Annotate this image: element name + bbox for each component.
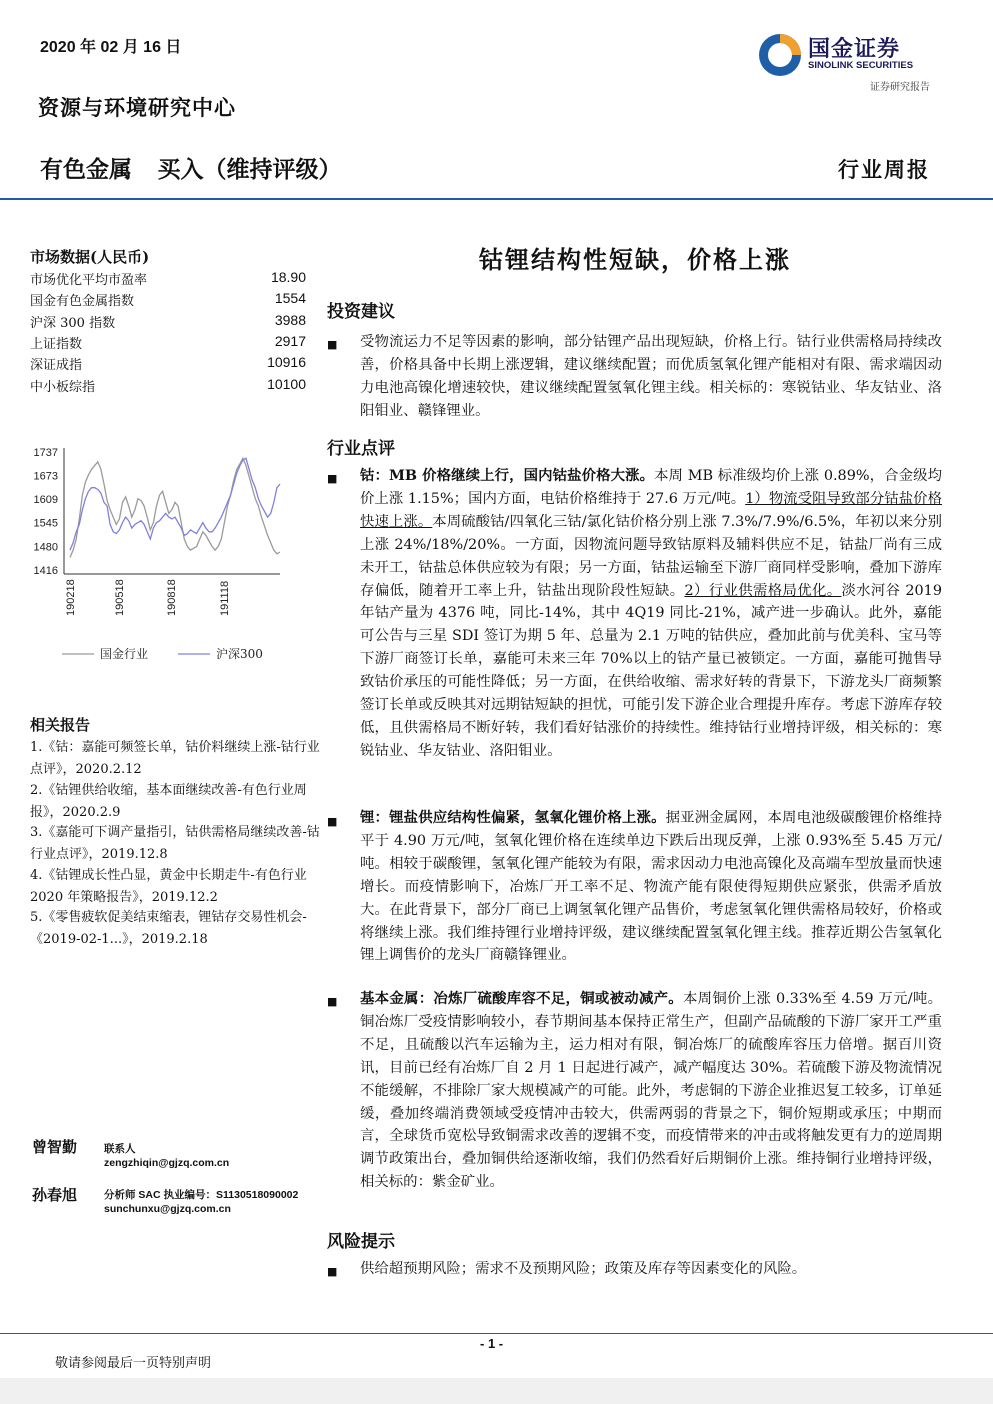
market-data-title: 市场数据(人民币)	[30, 248, 150, 266]
market-data-row	[30, 312, 308, 332]
market-data-label: 深证成指	[30, 358, 83, 374]
risk-paragraph: 供给超预期风险；需求不及预期风险；政策及库存等因素变化的风险。	[360, 1261, 807, 1277]
analyst-email: sunchunxu@gjzq.com.cn	[104, 1203, 231, 1215]
y-tick-label: 1545	[33, 517, 58, 530]
analyst-role: 分析师 SAC 执业编号：S1130518090002	[104, 1189, 299, 1201]
research-center: 资源与环境研究中心	[38, 95, 236, 120]
logo-text-cn: 国金证券	[808, 36, 901, 61]
market-data-label: 国金有色金属指数	[30, 294, 135, 310]
header-divider	[0, 198, 993, 200]
x-tick-label: 190818	[166, 579, 178, 616]
bullet-icon: ■	[327, 472, 338, 485]
related-report-item[interactable]: 2.《钴锂供给收缩，基本面继续改善-有色行业周报》，2020.2.9	[30, 783, 307, 820]
section-risk: 风险提示	[327, 1232, 395, 1252]
x-tick-label: 191118	[219, 580, 231, 616]
related-report-item[interactable]: 4.《钴锂成长性凸显，黄金中长期走牛-有色行业 2020 年策略报告》，2019.12.2	[30, 868, 307, 905]
market-data-label: 市场优化平均市盈率	[30, 273, 148, 288]
bullet-icon: ■	[327, 338, 338, 351]
market-data-row	[30, 354, 308, 374]
market-data-value: 18.90	[270, 269, 306, 285]
bullet-icon: ■	[327, 815, 338, 828]
y-tick-label: 1673	[33, 470, 58, 483]
investment-advice-paragraph: 受物流运力不足等因素的影响，部分钴锂产品出现短缺，价格上行。钴行业供需格局持续改善，价格具备中长期上涨逻辑，建议继续配置；而优质氢氧化锂产能相对有限、需求端因动力电池高镍化增速较快，建议继续配置氢氧化锂主线。相关标的：寒锐钴业、华友钴业、洛阳钼业、赣锋锂业。	[360, 334, 942, 419]
footer-divider	[0, 1333, 993, 1334]
market-data-label: 上证指数	[30, 336, 83, 352]
y-tick-label: 1480	[33, 541, 58, 554]
market-data-row	[30, 269, 308, 289]
market-data-label: 中小板综指	[30, 379, 96, 395]
market-data-value: 1554	[274, 290, 306, 307]
x-tick-label: 190218	[65, 579, 77, 616]
report-title: 钴锂结构性短缺，价格上涨	[479, 245, 791, 274]
report-type: 行业周报	[838, 157, 930, 182]
series-line-0	[70, 458, 280, 557]
report-date: 2020 年 02 月 16 日	[40, 39, 182, 56]
section-industry-review: 行业点评	[327, 439, 395, 459]
related-report-item[interactable]: 3.《嘉能可下调产量指引，钴供需格局继续改善-钴行业点评》，2019.12.8	[30, 825, 320, 862]
lithium-text: 据亚洲金属网，本周电池级碳酸锂价格维持平于 4.90 万元/吨，氢氧化锂价格在连续单边下跌后出现反弹，上涨 0.93%至 5.45 万元/吨。相较于碳酸锂，氢氧化锂产能较为有限，需求因动力电池高镍化及高端车型放量而快速增长。而疫情影响下，冶炼厂开工率不足、物流产能有限使得短期供应紧张，供需矛盾放大。在此背景下，部分厂商已上调氢氧化锂产品售价，考虑氢氧化锂供需格局较好，价格或将继续上涨。我们维持锂行业增持评级，建议继续配置氢氧化锂主线。推荐近期公告氢氧化锂上调售价的龙头厂商赣锋锂业。	[360, 810, 942, 964]
cobalt-text-c: 淡水河谷 2019 年钴产量为 4376 吨，同比-14%，其中 4Q19 同比-21%，减产进一步确认。此外，嘉能可公告与三星 SDI 签订为期 5 年、总量为 2.1 万吨的钴供应，叠加此前与优美科、宝马等下游厂商签订长单，嘉能可未来三年 70%以上的钴产量已被锁定。一方面，嘉能可抛售导致钴价承压的可能性降低；另一方面，在供给收缩、需求好转的背景下，下游龙头厂商频繁签订长单或反映其对远期钴短缺的担忧，可能引发下游企业合理提升库存。考虑下游库存较低，且供需格局不断好转，我们看好钴涨价的持续性。维持钴行业增持评级，相关标的：寒锐钴业、华友钴业、洛阳钼业。	[360, 582, 942, 759]
base-metals-paragraph	[360, 988, 942, 1194]
market-data-value: 2917	[274, 332, 306, 349]
cobalt-text-b: 本周硫酸钴/四氧化三钴/氯化钴价格分别上涨 7.3%/7.9%/6.5%，年初以来分别上涨 24%/18%/20%。一方面，因物流问题导致钴原料及辅料供应不足，钴盐厂尚有三成未开工，钴盐总体供应较为有限；另一方面，钴盐运输至下游厂商同样受影响，叠加下游库存偏低，随着开工率上升，钴盐出现阶段性短缺。	[360, 513, 942, 599]
market-data-row	[30, 290, 308, 310]
industry-rating: 有色金属 买入（维持评级）	[40, 156, 342, 182]
market-data-value: 10916	[267, 354, 306, 371]
footer-band	[0, 1378, 993, 1404]
y-tick-label: 1416	[33, 565, 58, 577]
market-data-value: 10100	[267, 375, 306, 392]
lithium-paragraph	[360, 807, 942, 967]
disclaimer: 敬请参阅最后一页特别声明	[55, 1356, 212, 1371]
analyst-contact	[104, 1188, 298, 1216]
legend-label: 国金行业	[100, 647, 149, 661]
cobalt-paragraph	[360, 465, 942, 763]
market-data-label: 沪深 300 指数	[30, 315, 116, 331]
legend-label: 沪深300	[216, 647, 263, 661]
analyst-name: 孙春旭	[32, 1186, 78, 1204]
sinolink-logo-icon	[757, 32, 803, 78]
bullet-icon: ■	[327, 995, 338, 1008]
market-data-row	[30, 376, 308, 396]
lithium-heading: 锂：锂盐供应结构性偏紧，氢氧化锂价格上涨。	[360, 809, 666, 826]
base-metals-text: 本周铜价上涨 0.33%至 4.59 万元/吨。铜冶炼厂受疫情影响较小，春节期间基本保持正常生产，但副产品硫酸的下游厂家开工严重不足，且硫酸以汽车运输为主，运力相对有限，铜冶炼厂的硫酸库容压力倍增。据百川资讯，目前已经有冶炼厂自 2 月 1 日起进行减产，减产幅度达 30%。若硫酸下游及物流情况不能缓解，不排除厂家大规模减产的可能。此外，考虑铜的下游企业推迟复工较多，订单延缓，叠加终端消费领域受疫情冲击较大，供需两弱的背景之下，铜价短期或承压；中期而言，全球货币宽松导致铜需求改善的逻辑不变，而疫情带来的冲击或将触发更有力的逆周期调节政策出台，叠加铜供给逐渐收缩，我们仍然看好后期铜价上涨。维持铜行业增持评级，相关标的：紫金矿业。	[360, 991, 942, 1191]
base-metals-heading: 基本金属：冶炼厂硫酸库容不足，铜或被动减产。	[360, 990, 683, 1007]
analyst-role: 联系人	[104, 1143, 136, 1155]
cobalt-point-2: 2）行业供需格局优化。	[684, 582, 842, 599]
index-line-chart	[28, 440, 308, 680]
related-reports-title: 相关报告	[30, 716, 91, 734]
cobalt-point-1: 1）物流受阻导致部分钴盐价格快速上涨。	[360, 490, 942, 530]
related-report-item[interactable]: 1.《钴：嘉能可频签长单，钴价料继续上涨-钴行业点评》，2020.2.12	[30, 740, 320, 777]
x-tick-label: 190518	[114, 579, 126, 616]
bullet-icon: ■	[327, 1265, 338, 1278]
logo-subtitle: 证券研究报告	[870, 82, 930, 93]
cobalt-heading: 钴：MB 价格继续上行，国内钴盐价格大涨。	[360, 467, 655, 484]
cobalt-text-a: 本周 MB 标准级均价上涨 0.89%，合金级均价上涨 1.15%；国内方面，电钴价格维持于 27.6 万元/吨。	[360, 468, 943, 507]
analyst-name: 曾智勤	[32, 1138, 78, 1156]
analyst-contact	[104, 1142, 229, 1170]
logo-text-en: SINOLINK SECURITIES	[808, 60, 914, 71]
market-data-row	[30, 333, 308, 353]
market-data-value: 3988	[274, 311, 306, 328]
related-report-item[interactable]: 5.《零售疲软促美结束缩表，锂钴存交易性机会-《2019-02-1...》，2019.2.18	[30, 910, 307, 947]
y-tick-label: 1609	[33, 494, 58, 507]
y-tick-label: 1737	[33, 447, 58, 459]
page-number: - 1 -	[480, 1336, 504, 1351]
analyst-email: zengzhiqin@gjzq.com.cn	[104, 1157, 230, 1169]
section-investment-advice: 投资建议	[327, 302, 395, 322]
